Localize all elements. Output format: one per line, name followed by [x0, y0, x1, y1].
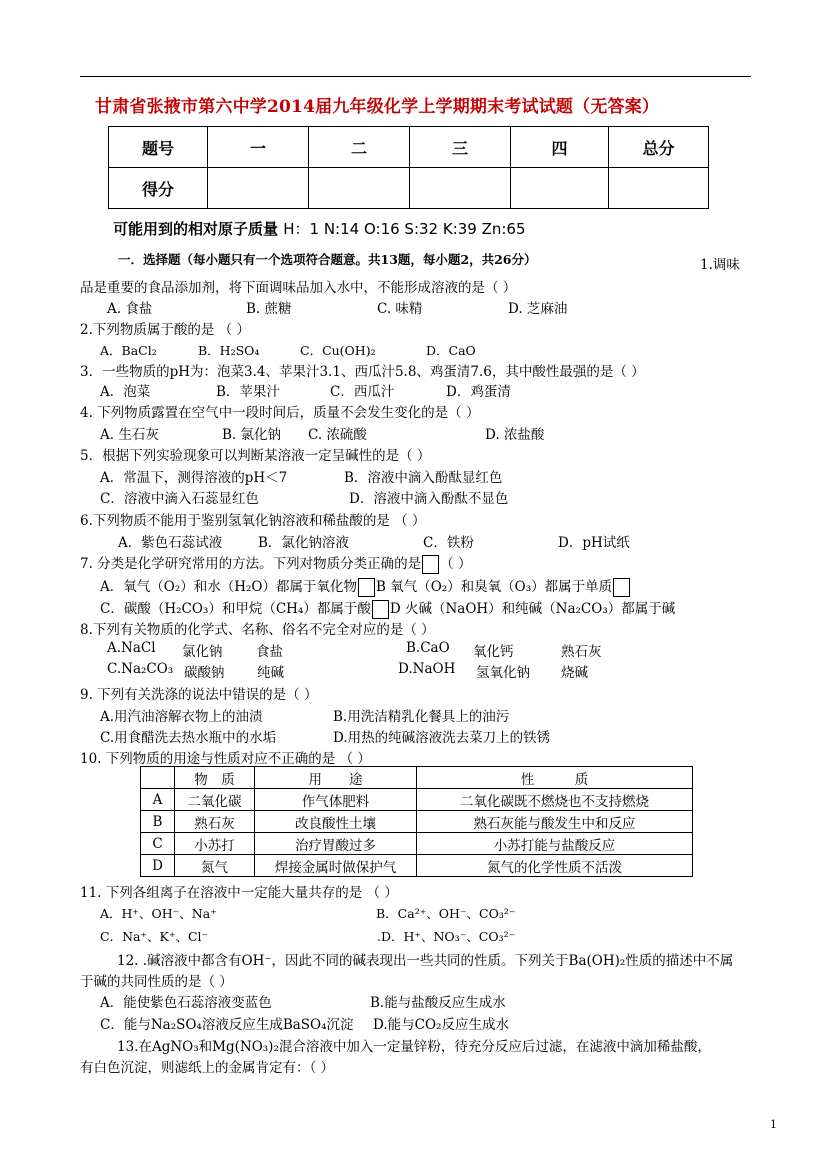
q10-cell: A — [141, 789, 175, 811]
q8-option-b-common: 熟石灰 — [561, 644, 602, 660]
q1-option-c: C. 味精 — [377, 301, 423, 317]
atomic-mass-label: 可能用到的相对原子质量 — [113, 220, 279, 238]
q12-option-b: B.能与盐酸反应生成水 — [370, 995, 506, 1011]
q7-option-a-row — [100, 575, 631, 597]
q4-option-d: D. 浓盐酸 — [485, 427, 545, 443]
q10-table — [140, 766, 693, 877]
score-cell[interactable] — [609, 168, 709, 209]
q6-stem: 6.下列物质不能用于鉴别氢氧化钠溶液和稀盐酸的是 （ ） — [80, 513, 426, 529]
q1-option-a: A. 食盐 — [107, 301, 153, 317]
q12-stem-line1: 12. .碱溶液中都含有OH⁻，因此不同的碱表现出一些共同的性质。下列关于Ba(OH)₂性质的描述中不属 — [117, 953, 734, 969]
q7-option-d: D 火碱（NaOH）和纯碱（Na₂CO₃）都属于碱 — [389, 601, 676, 617]
q10-cell: 治疗胃酸过多 — [255, 833, 417, 855]
q10-cell: C — [141, 833, 175, 855]
score-header-cell: 二 — [309, 127, 410, 168]
q10-header-cell — [141, 767, 175, 789]
q9-stem: 9. 下列有关洗涤的说法中错误的是（ ） — [80, 687, 318, 703]
page-title: 甘肃省张掖市第六中学2014届九年级化学上学期期末考试试题（无答案） — [95, 97, 660, 117]
q12-option-a: A．能使紫色石蕊溶液变蓝色 — [100, 995, 272, 1011]
q3-option-b: B．苹果汁 — [216, 384, 280, 400]
score-cell[interactable] — [511, 168, 609, 209]
table-row — [141, 833, 693, 855]
q7-stem-bracket: （ ） — [440, 556, 472, 572]
q10-cell: 改良酸性土壤 — [255, 811, 417, 833]
q8-option-d-name: 氢氧化钠 — [476, 665, 530, 681]
page-number: 1 — [770, 1118, 777, 1131]
table-row — [141, 789, 693, 811]
q4-option-a: A. 生石灰 — [100, 427, 159, 443]
q7-option-b-box[interactable] — [613, 578, 630, 597]
q10-cell: D — [141, 855, 175, 877]
q12-stem-line2: 于碱的共同性质的是（ ） — [80, 974, 233, 990]
score-header-cell: 一 — [208, 127, 309, 168]
q4-stem: 4. 下列物质露置在空气中一段时间后，质量不会发生变化的是（ ） — [80, 405, 480, 421]
q7-option-a-box[interactable] — [358, 578, 375, 597]
q10-cell: 小苏打 — [175, 833, 255, 855]
q10-cell: 氮气的化学性质不活泼 — [417, 855, 693, 877]
q7-answer-box[interactable] — [422, 555, 439, 574]
q5-option-b: B．溶液中滴入酚酞显红色 — [344, 470, 503, 486]
score-table — [108, 126, 709, 209]
q5-option-c: C．溶液中滴入石蕊显红色 — [100, 491, 259, 507]
q8-option-c-common: 纯碱 — [257, 665, 284, 681]
q6-option-b: B．氯化钠溶液 — [258, 535, 349, 551]
q10-stem: 10. 下列物质的用途与性质对应不正确的是 （ ） — [80, 751, 371, 767]
q3-option-a: A．泡菜 — [100, 384, 151, 400]
q1-number: 1.调味 — [700, 257, 740, 273]
q13-stem-line1: 13.在AgNO₃和Mg(NO₃)₂混合溶液中加入一定量锌粉，待充分反应后过滤，在滤液中滴加稀盐酸， — [117, 1039, 711, 1055]
q8-option-c-formula: C.Na₂CO₃ — [107, 661, 174, 677]
q10-cell: 作气体肥料 — [255, 789, 417, 811]
q10-cell: B — [141, 811, 175, 833]
q7-option-a: A．氧气（O₂）和水（H₂O）都属于氧化物 — [100, 579, 357, 595]
score-header-cell: 题号 — [109, 127, 208, 168]
q5-stem: 5．根据下列实验现象可以判断某溶液一定呈碱性的是（ ） — [80, 448, 431, 464]
q11-option-d: .D．H⁺、NO₃⁻、CO₃²⁻ — [377, 929, 516, 944]
score-header-cell: 四 — [511, 127, 609, 168]
q10-header-cell: 用 途 — [255, 767, 417, 789]
q8-option-b-formula: B.CaO — [406, 640, 450, 656]
q2-option-d: D．CaO — [426, 343, 476, 358]
q1-option-d: D. 芝麻油 — [508, 301, 568, 317]
table-row — [141, 811, 693, 833]
q3-option-d: D．鸡蛋清 — [446, 384, 511, 400]
q8-option-d-common: 烧碱 — [561, 665, 588, 681]
q7-option-c: C．碳酸（H₂CO₃）和甲烷（CH₄）都属于酸 — [100, 601, 371, 617]
q10-cell: 焊接金属时做保护气 — [255, 855, 417, 877]
q7-option-c-box[interactable] — [372, 600, 389, 619]
q4-option-c: C. 浓硫酸 — [308, 427, 367, 443]
q3-option-c: C．西瓜汁 — [330, 384, 395, 400]
q5-option-d: D．溶液中滴入酚酞不显色 — [349, 491, 509, 507]
score-cell[interactable] — [410, 168, 511, 209]
q11-stem: 11. 下列各组离子在溶液中一定能大量共存的是 （ ） — [80, 885, 398, 901]
section-heading: 一．选择题（每小题只有一个选项符合题意。共13题，每小题2，共26分） — [118, 252, 537, 267]
atomic-mass-line — [113, 218, 526, 239]
q7-option-b: B 氧气（O₂）和臭氧（O₃）都属于单质 — [375, 579, 613, 595]
q8-option-a-formula: A.NaCl — [107, 640, 156, 656]
q10-cell: 熟石灰 — [175, 811, 255, 833]
q10-header-cell: 物 质 — [175, 767, 255, 789]
q10-header-cell: 性 质 — [417, 767, 693, 789]
table-row — [141, 855, 693, 877]
q8-option-b-name: 氧化钙 — [473, 644, 514, 660]
q10-cell: 熟石灰能与酸发生中和反应 — [417, 811, 693, 833]
q1-stem: 品是重要的食品添加剂，将下面调味品加入水中，不能形成溶液的是（ ） — [80, 280, 517, 296]
q9-option-d: D.用热的纯碱溶液洗去菜刀上的铁锈 — [333, 730, 551, 746]
q7-stem — [80, 552, 471, 574]
q8-stem: 8.下列有关物质的化学式、名称、俗名不完全对应的是（ ） — [80, 622, 435, 638]
q10-cell: 二氧化碳 — [175, 789, 255, 811]
score-header-cell: 总分 — [609, 127, 709, 168]
q2-option-c: C．Cu(OH)₂ — [300, 343, 376, 358]
score-cell[interactable] — [208, 168, 309, 209]
q6-option-d: D．pH试纸 — [558, 535, 630, 551]
q9-option-c: C.用食醋洗去热水瓶中的水垢 — [100, 730, 277, 746]
q10-cell: 二氧化碳既不燃烧也不支持燃烧 — [417, 789, 693, 811]
score-cell[interactable] — [309, 168, 410, 209]
q9-option-a: A.用汽油溶解衣物上的油渍 — [100, 709, 263, 725]
q10-cell: 小苏打能与盐酸反应 — [417, 833, 693, 855]
score-header-cell: 三 — [410, 127, 511, 168]
q6-option-c: C．铁粉 — [423, 535, 474, 551]
score-row-label: 得分 — [109, 168, 208, 209]
q11-option-a: A．H⁺、OH⁻、Na⁺ — [100, 906, 217, 921]
q8-option-c-name: 碳酸钠 — [184, 665, 225, 681]
q9-option-b: B.用洗洁精乳化餐具上的油污 — [333, 709, 510, 725]
atomic-mass-values: H：1 N:14 O:16 S:32 K:39 Zn:65 — [283, 220, 526, 238]
header-rule — [80, 76, 751, 77]
q11-option-b: B．Ca²⁺、OH⁻、CO₃²⁻ — [376, 906, 516, 921]
q12-option-c: C．能与Na₂SO₄溶液反应生成BaSO₄沉淀 — [100, 1017, 354, 1033]
q10-cell: 氮气 — [175, 855, 255, 877]
q7-stem-text: 7. 分类是化学研究常用的方法。下列对物质分类正确的是 — [80, 556, 422, 572]
q1-option-b: B. 蔗糖 — [246, 301, 292, 317]
q13-stem-line2: 有白色沉淀，则滤纸上的金属肯定有：（ ） — [80, 1060, 335, 1076]
q8-option-d-formula: D.NaOH — [398, 661, 456, 677]
q4-option-b: B. 氯化钠 — [222, 427, 282, 443]
q7-option-c-row — [100, 597, 675, 619]
q11-option-c: C．Na⁺、K⁺、Cl⁻ — [100, 929, 209, 944]
q5-option-a: A．常温下，测得溶液的pH＜7 — [100, 470, 288, 486]
q2-option-a: A．BaCl₂ — [100, 343, 157, 358]
q6-option-a: A．紫色石蕊试液 — [118, 535, 223, 551]
q3-stem: 3．一些物质的pH为：泡菜3.4、苹果汁3.1、西瓜汁5.8、鸡蛋清7.6，其中酸性最强的是（ ） — [80, 364, 645, 380]
q8-option-a-common: 食盐 — [256, 644, 283, 660]
q12-option-d: D.能与CO₂反应生成水 — [373, 1017, 509, 1033]
q2-stem: 2.下列物质属于酸的是 （ ） — [80, 322, 250, 338]
q8-option-a-name: 氯化钠 — [182, 644, 223, 660]
q2-option-b: B．H₂SO₄ — [198, 343, 260, 358]
